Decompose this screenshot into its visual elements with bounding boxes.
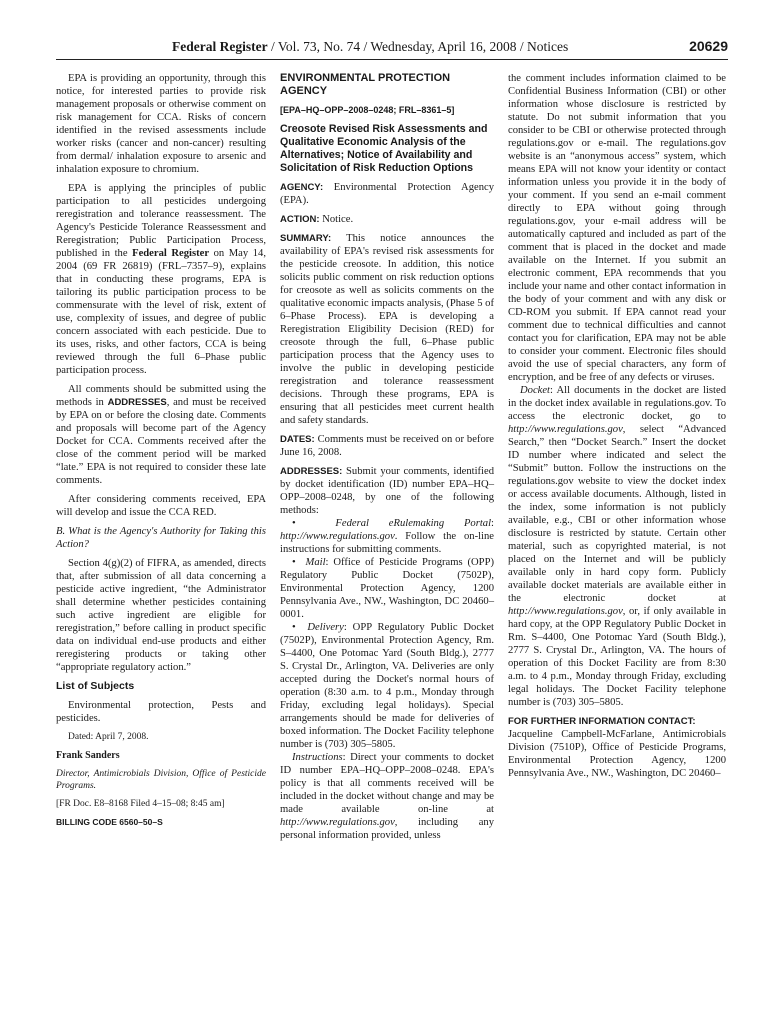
journal-name: Federal Register: [172, 39, 268, 54]
list-of-subjects-heading: List of Subjects: [56, 680, 135, 692]
bullet-label: Mail: [305, 557, 326, 568]
text: EPA is applying the principles of public participation to all pesticides undergoing reregistration and tolerance reassessment. The Agency's Pesticide Tolerance Reassessment and Reregistration; Public Participation Process, published in the: [56, 183, 266, 259]
text: : All documents in the docket are listed in the docket index available in regulations.gov. To access the electronic docket, go to: [508, 385, 726, 422]
text: Submit your comments, identified by docket identification (ID) number EPA–HQ–OPP–2008–0248, by one of the following methods:: [280, 466, 494, 516]
column-3: [508, 72, 726, 848]
issue-info: / Vol. 73, No. 74 / Wednesday, April 16, 2008 / Notices: [267, 39, 569, 54]
federal-register-ref: Federal Register: [132, 248, 210, 259]
dates-label: DATES:: [280, 434, 315, 445]
bullet-icon: •: [292, 622, 308, 633]
instructions-paragraph: [280, 751, 494, 842]
paragraph: [56, 182, 266, 377]
header-citation: [172, 39, 568, 55]
bullet-icon: •: [292, 557, 306, 568]
section-heading: B. What is the Agency's Authority for Taking this Action?: [56, 526, 266, 550]
dates-paragraph: [280, 433, 494, 459]
addresses-paragraph: [280, 465, 494, 517]
text: , or, if only available in hard copy, at the OPP Regulatory Public Docket in Rm. S–4400, One Potomac Yard (South Bldg.), 2777 S. Crystal Dr., Arlington, VA. The hours of operation of this Docket Facility are from 8:30 a.m. to 4 p.m., Monday through Friday, excluding legal holidays. The Docket Facility telephone number is (703) 305–5805.: [508, 606, 726, 708]
column-1: [56, 72, 266, 848]
notice-title: Creosote Revised Risk Assessments and Qualitative Economic Analysis of the Alternatives; Notice of Availability and Solicitation of Risk Reduction Options: [280, 123, 488, 174]
bullet-label: Federal eRulemaking Portal: [335, 518, 492, 529]
text: Notice.: [319, 214, 354, 225]
text: , including any personal information provided, unless: [280, 817, 494, 841]
page-number: 20629: [689, 38, 728, 54]
text: This notice announces the availability of EPA's revised risk assessments for the pesticide creosote. In addition, this notice solicits public comment on risk reduction options for creosote as well as solicits comments on the qualitative economic impacts analysis, (Phase 5 of 6–Phase Process). EPA is developing a Reregistration Eligibility Decision (RED) for creosote through the full, 6–Phase public participation process that the Agency uses to involve the public in developing pesticide reregistration and tolerance reassessment decisions. Through these programs, EPA is ensuring that all pesticides meet current health and safety standards.: [280, 233, 494, 426]
paragraph: [56, 383, 266, 487]
instructions-label: Instructions: [292, 752, 343, 763]
list-of-subjects-text: Environmental protection, Pests and pesticides.: [56, 700, 266, 724]
paragraph: After considering comments received, EPA will develop and issue the CCA RED.: [56, 494, 266, 518]
contact-label: FOR FURTHER INFORMATION CONTACT:: [508, 716, 696, 727]
docket-label: Docket: [520, 385, 550, 396]
link[interactable]: http://www.regulations.gov: [280, 531, 395, 542]
signer-name: Frank Sanders: [56, 750, 120, 761]
link[interactable]: http://www.regulations.gov: [508, 424, 623, 435]
running-header: [56, 38, 728, 60]
agency-line: [280, 181, 494, 207]
bullet-item: • Federal eRulemaking Portal: http://www.regulations.gov. Follow the on-line instructions for submitting comments.: [280, 518, 494, 555]
text: . Follow the on-line instructions for submitting comments.: [280, 531, 494, 555]
text: Environmental Protection Agency (EPA).: [280, 182, 494, 206]
text: , and must be received by EPA on or before the closing date. Comments and proposals will become part of the Agency Docket for CCA. Comments received after the close of the comment period will be marked “late.” EPA is not required to consider these late comments.: [56, 397, 266, 486]
billing-code: BILLING CODE 6560–50–S: [56, 817, 163, 827]
link[interactable]: http://www.regulations.gov: [508, 606, 623, 617]
dated-line: Dated: April 7, 2008.: [68, 732, 149, 742]
link[interactable]: http://www.regulations.gov: [280, 817, 395, 828]
contact-text: Jacqueline Campbell-McFarlane, Antimicrobials Division (7510P), Office of Pesticide Programs, Environmental Protection Agency, 1200 Pennsylvania Ave., NW., Washington, DC 20460–: [508, 729, 726, 779]
fr-doc-line: [FR Doc. E8–8168 Filed 4–15–08; 8:45 am]: [56, 799, 225, 809]
bullet-item: [280, 621, 494, 751]
paragraph: EPA is providing an opportunity, through this notice, for interested parties to provide risk management proposals or otherwise comment on risk management for CCA. Risks of concern identified in the revised assessments include worker risks (cancer and non-cancer) resulting from dermal/ inhalation exposure to arsenic and inhalation exposure to chromium.: [56, 73, 266, 175]
text: Comments must be received on or before June 16, 2008.: [280, 434, 494, 458]
text: : OPP Regulatory Public Docket (7502P), Environmental Protection Agency, Rm. S–4400, One Potomac Yard (South Bldg.), 2777 S. Crystal Dr., Arlington, VA. Deliveries are only accepted during the Docket's normal hours of operation (8:30 a.m. to 4 p.m., Monday through Friday, excluding legal holidays). Special arrangements should be made for deliveries of boxed information. The Docket Facility telephone number is (703) 305–5805.: [280, 622, 494, 750]
signer-title: Director, Antimicrobials Division, Office of Pesticide Programs.: [56, 769, 266, 791]
docket-paragraph: [508, 384, 726, 709]
paragraph: the comment includes information claimed to be Confidential Business Information (CBI) or other information whose disclosure is restricted by statute. Do not submit information that you consider to be CBI or otherwise protected through regulations.gov or e-mail. The regulations.gov website is an “anonymous access” system, which means EPA will not know your identity or contact information unless you provide it in the body of your comment. If you send an e-mail comment directly to EPA without going through regulations.gov, your e-mail address will be automatically captured and included as part of the comment that is placed in the docket and made available on the Internet. If you submit an electronic comment, EPA recommends that you include your name and other contact information in the body of your comment and with any disk or CD-ROM you submit. If EPA cannot read your comment due to technical difficulties and cannot contact you for clarification, EPA may not be able to consider your comment. Electronic files should avoid the use of special characters, any form of encryption, and be free of any defects or viruses.: [508, 73, 726, 383]
text: on May 14, 2004 (69 FR 26819) (FRL–7357–9), explains that in conducting these programs, EPA is tailoring its public participation process to be commensurate with the level of risk, extent of use, complexity of issues, and degree of public concern associated with each pesticide. Due to its uses, risks, and other factors, CCA is being reviewed through the full 6–Phase public participation process.: [56, 248, 266, 376]
action-line: [280, 213, 494, 226]
text: All comments should be submitted using the methods in: [56, 384, 266, 408]
bullet-icon: •: [292, 518, 336, 529]
paragraph: Section 4(g)(2) of FIFRA, as amended, directs that, after submission of all data concerning a pesticide active ingredient, “the Administrator shall determine whether pesticides containing such active ingredient are eligible for reregistration,” before calling in product specific data on individual end-use products and either reregistering products or taking other “appropriate regulatory action.”: [56, 558, 266, 673]
docket-number: [EPA–HQ–OPP–2008–0248; FRL–8361–5]: [280, 105, 455, 115]
bullet-item: [280, 556, 494, 621]
column-2: [280, 72, 494, 848]
summary-label: SUMMARY:: [280, 233, 332, 244]
agency-label: AGENCY:: [280, 182, 324, 193]
action-label: ACTION:: [280, 214, 320, 225]
addresses-ref: ADDRESSES: [107, 397, 167, 408]
summary-paragraph: [280, 232, 494, 427]
bullet-label: Delivery: [307, 622, 344, 633]
text: : Office of Pesticide Programs (OPP) Regulatory Public Docket (7502P), Environmental Protection Agency, 1200 Pennsylvania Ave., NW., Washington, DC 20460–0001.: [280, 557, 494, 620]
text: : Direct your comments to docket ID number EPA–HQ–OPP–2008–0248. EPA's policy is that all comments received will be included in the docket without change and may be made available on-line at: [280, 752, 494, 815]
columns: [56, 72, 728, 848]
text: , select “Advanced Search,” then “Docket Search.” Insert the docket ID number where indicated and select the “Submit” button. Follow the instructions on the regulations.gov website to view the docket index or access available documents. Although, listed in the index, some information is not publicly available, e.g., CBI or other information whose disclosure is restricted by statute. Certain other material, such as copyrighted material, is not placed on the Internet and will be publicly available only in hard copy form. Publicly available docket materials are available either in the electronic docket at: [508, 424, 726, 604]
addresses-label: ADDRESSES:: [280, 466, 343, 477]
agency-heading: ENVIRONMENTAL PROTECTION AGENCY: [280, 72, 451, 97]
